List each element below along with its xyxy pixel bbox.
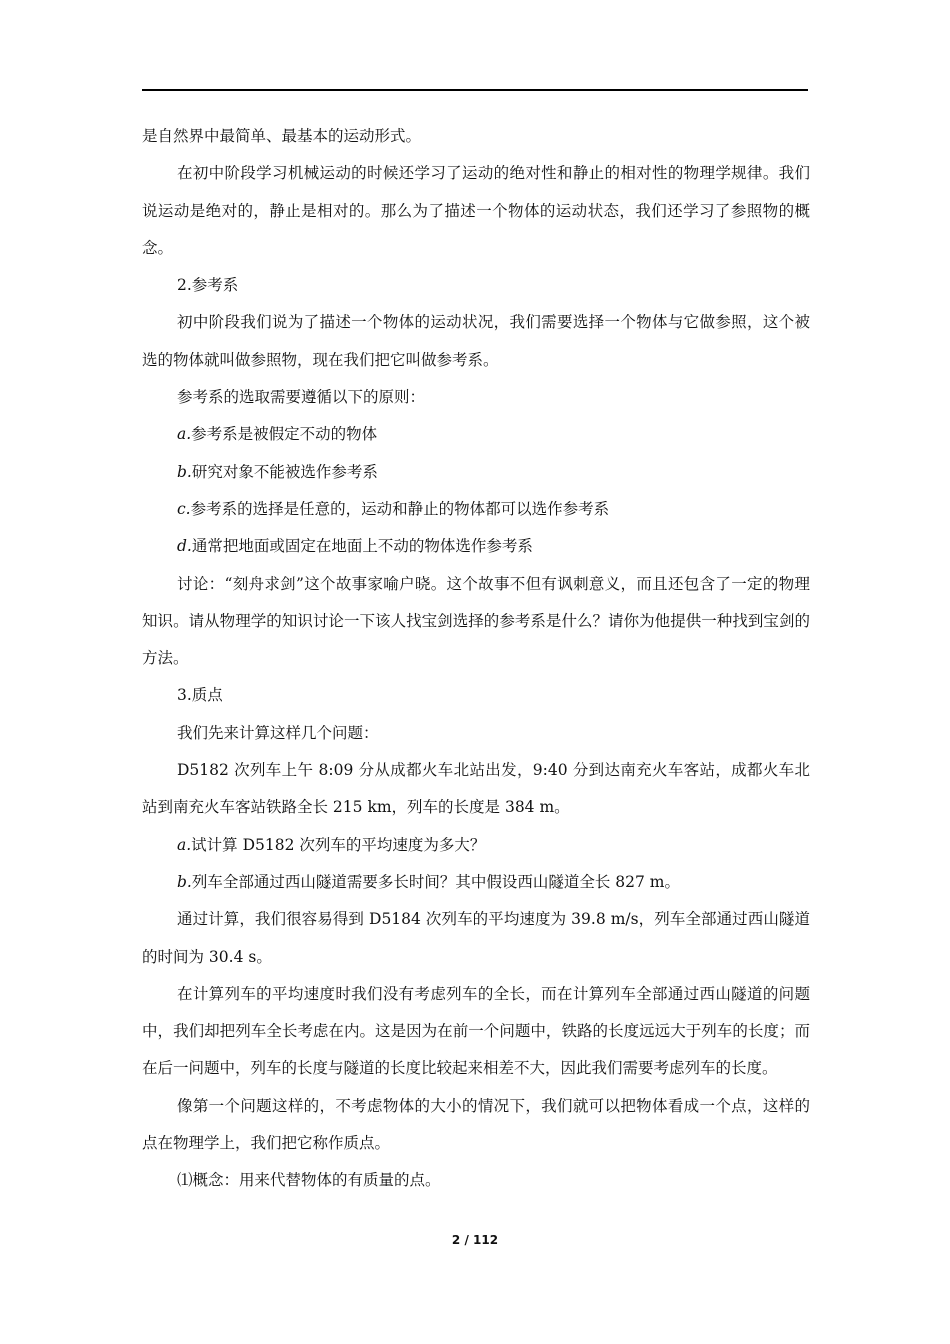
paragraph: [142, 528, 810, 565]
paragraph-text: 参考系的选择是任意的，运动和静止的物体都可以选作参考系: [190, 499, 610, 518]
paragraph-text: 在初中阶段学习机械运动的时候还学习了运动的绝对性和静止的相对性的物理学规律。我们说运动是绝对的，静止是相对的。那么为了描述一个物体的运动状态，我们还学习了参照物的概念。: [142, 164, 810, 257]
paragraph: [142, 864, 810, 901]
paragraph: [142, 752, 810, 827]
paragraph-text: 参考系是被假定不动的物体: [191, 425, 378, 444]
page-number: 2 / 112: [451, 1233, 499, 1247]
list-marker: d.: [177, 537, 192, 556]
paragraph: [142, 715, 810, 752]
paragraph-text: 我们先来计算这样几个问题：: [177, 723, 379, 742]
paragraph: [142, 976, 810, 1088]
paragraph-text: 列车全部通过西山隧道需要多长时间？其中假设西山隧道全长 827 m。: [191, 872, 680, 891]
paragraph-text: 2.参考系: [177, 276, 239, 295]
paragraph: [142, 267, 810, 304]
paragraph: [142, 901, 810, 976]
paragraph: [142, 416, 810, 453]
paragraph: [142, 1162, 810, 1199]
paragraph: [142, 566, 810, 678]
paragraph: [142, 491, 810, 528]
paragraph-text: 3.质点: [177, 686, 223, 705]
paragraph: [142, 1088, 810, 1163]
paragraph-text: 试计算 D5182 次列车的平均速度为多大？: [191, 835, 486, 854]
list-marker: b.: [177, 872, 192, 891]
list-marker: a.: [177, 835, 192, 854]
paragraph-text: ⑴概念：用来代替物体的有质量的点。: [177, 1171, 441, 1190]
paragraph-text: 通常把地面或固定在地面上不动的物体选作参考系: [191, 537, 533, 556]
paragraph-text: 参考系的选取需要遵循以下的原则：: [177, 388, 426, 407]
list-marker: c.: [177, 499, 191, 518]
paragraph-text: 初中阶段我们说为了描述一个物体的运动状况，我们需要选择一个物体与它做参照，这个被选的物体就叫做参照物，现在我们把它叫做参考系。: [142, 313, 810, 369]
paragraph-text: 通过计算，我们很容易得到 D5184 次列车的平均速度为 39.8 m/s，列车全部通过西山隧道的时间为 30.4 s。: [142, 910, 810, 966]
paragraph: [142, 155, 810, 267]
paragraph: [142, 677, 810, 714]
paragraph-text: 在计算列车的平均速度时我们没有考虑列车的全长，而在计算列车全部通过西山隧道的问题中，我们却把列车全长考虑在内。这是因为在前一个问题中，铁路的长度远远大于列车的长度；而在后一问题中，列车的长度与隧道的长度比较起来相差不大，因此我们需要考虑列车的长度。: [142, 984, 810, 1078]
paragraph-text: 讨论：“刻舟求剑”这个故事家喻户晓。这个故事不但有讽刺意义，而且还包含了一定的物理知识。请从物理学的知识讨论一下该人找宝剑选择的参考系是什么？请你为他提供一种找到宝剑的方法。: [142, 574, 810, 668]
page-body: [142, 118, 810, 1200]
paragraph: [142, 379, 810, 416]
paragraph-text: 像第一个问题这样的，不考虑物体的大小的情况下，我们就可以把物体看成一个点，这样的点在物理学上，我们把它称作质点。: [142, 1096, 810, 1153]
list-marker: b.: [177, 462, 192, 481]
paragraph-text: 研究对象不能被选作参考系: [191, 462, 378, 481]
paragraph: [142, 454, 810, 491]
paragraph: [142, 304, 810, 379]
paragraph: [142, 827, 810, 864]
paragraph-text: 是自然界中最简单、最基本的运动形式。: [142, 127, 422, 145]
list-marker: a.: [177, 425, 192, 444]
paragraph-text: D5182 次列车上午 8:09 分从成都火车北站出发，9:40 分到达南充火车客站，成都火车北站到南充火车客站铁路全长 215 km，列车的长度是 384 m。: [142, 761, 810, 817]
header-rule: [142, 89, 808, 91]
paragraph: [142, 118, 810, 155]
